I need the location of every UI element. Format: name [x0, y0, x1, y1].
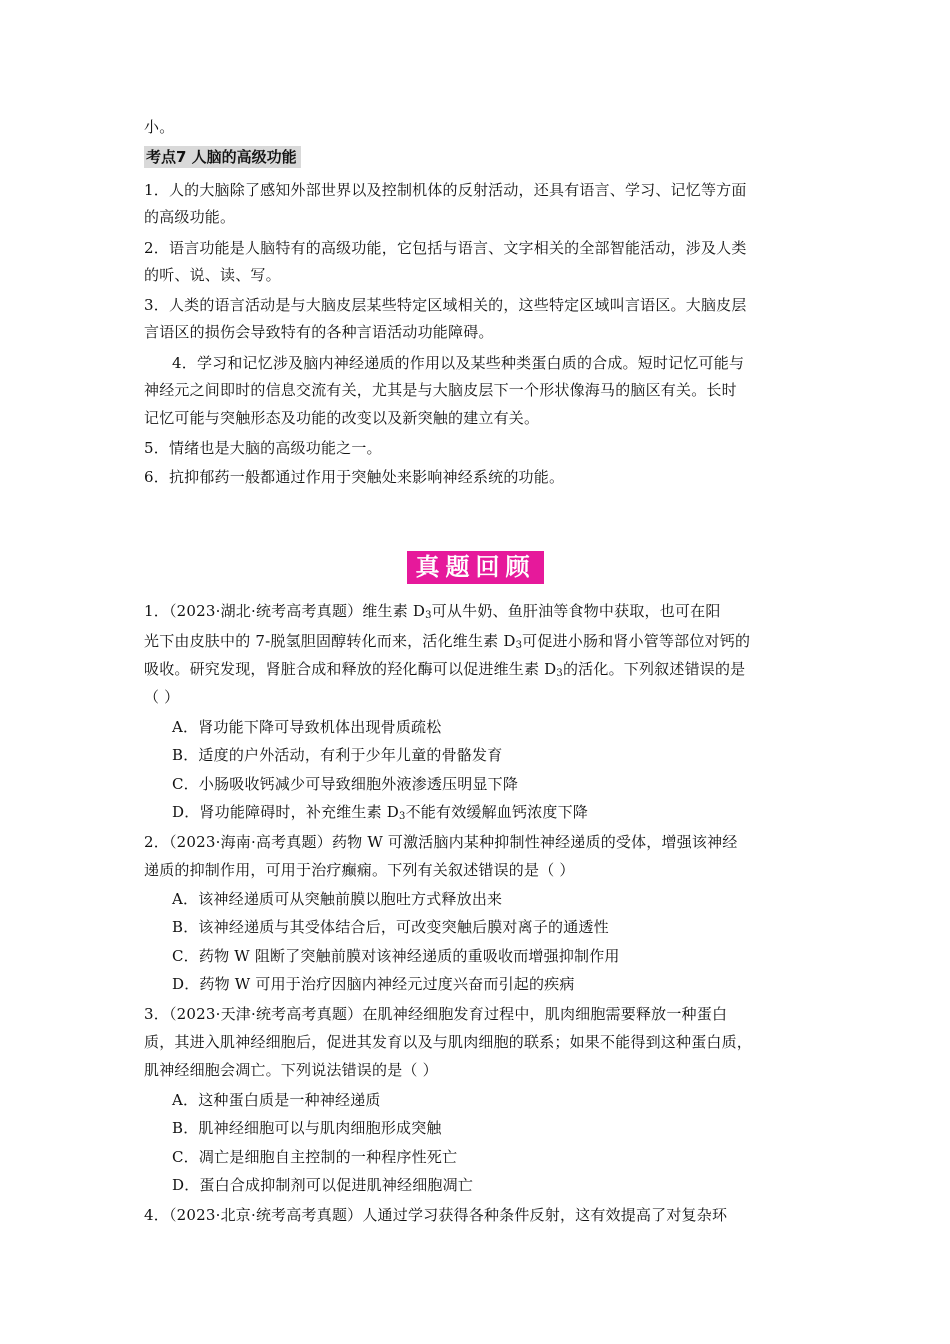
q1-line-1-sub: 3: [425, 610, 432, 621]
q2-option-c: C．药物 W 阻断了突触前膜对该神经递质的重吸收而增强抑制作用: [172, 947, 620, 965]
q2-option-b: B．该神经递质与其受体结合后，可改变突触后膜对离子的通透性: [172, 918, 609, 936]
q1-option-c: C．小肠吸收钙减少可导致细胞外液渗透压明显下降: [172, 775, 519, 793]
q2-option-d: D．药物 W 可用于治疗因脑内神经元过度兴奋而引起的疾病: [172, 975, 575, 993]
q3-line-3: 肌神经细胞会凋亡。下列说法错误的是（ ）: [144, 1061, 438, 1079]
q3-line-1: 3．（2023·天津·统考高考真题）在肌神经细胞发育过程中，肌肉细胞需要释放一种蛋白: [144, 1005, 728, 1023]
previous-text-tail: 小。: [144, 118, 175, 136]
q1-option-b: B．适度的户外活动，有利于少年儿童的骨骼发育: [172, 746, 503, 764]
point-1-line-1: 1．人的大脑除了感知外部世界以及控制机体的反射活动，还具有语言、学习、记忆等方面: [144, 181, 747, 199]
q2-line-1: 2．（2023·海南·高考真题）药物 W 可激活脑内某种抑制性神经递质的受体，增强该神经: [144, 833, 738, 851]
review-banner: 真题回顾: [407, 551, 544, 584]
q1-line-1-b: 可从牛奶、鱼肝油等食物中获取，也可在阳: [431, 602, 721, 620]
q3-line-2: 质，其进入肌神经细胞后，促进其发育以及与肌肉细胞的联系；如果不能得到这种蛋白质，: [144, 1033, 753, 1051]
q1-line-3-a: 吸收。研究发现，肾脏合成和释放的羟化酶可以促进维生素 D: [144, 660, 557, 678]
q2-option-a: A．该神经递质可从突触前膜以胞吐方式释放出来: [172, 890, 503, 908]
q1-line-3-b: 的活化。下列叙述错误的是: [562, 660, 746, 678]
q1-line-1-a: 1．（2023·湖北·统考高考真题）维生素 D: [144, 602, 426, 620]
q1-line-1: [144, 601, 721, 626]
point-1-line-2: 的高级功能。: [144, 208, 236, 226]
q2-line-2: 递质的抑制作用，可用于治疗癫痫。下列有关叙述错误的是（ ）: [144, 861, 575, 879]
q1-option-d: [172, 802, 588, 827]
q1-line-3: [144, 659, 745, 684]
q1-line-2-sub: 3: [515, 640, 523, 651]
q4-line-1: 4．（2023·北京·统考高考真题）人通过学习获得各种条件反射，这有效提高了对复杂环: [144, 1206, 728, 1224]
q1-line-2-b: 可促进小肠和肾小管等部位对钙的: [522, 632, 751, 650]
section-heading: 考点7 人脑的高级功能: [144, 146, 301, 168]
point-2-line-1: 2．语言功能是人脑特有的高级功能，它包括与语言、文字相关的全部智能活动，涉及人类: [144, 239, 747, 257]
q1-option-d-a: D．肾功能障碍时，补充维生素 D: [172, 803, 400, 821]
point-4-line-1: 4．学习和记忆涉及脑内神经递质的作用以及某些种类蛋白质的合成。短时记忆可能与: [172, 354, 745, 372]
q1-option-d-sub: 3: [399, 811, 406, 822]
point-6-line: 6．抗抑郁药一般都通过作用于突触处来影响神经系统的功能。: [144, 468, 565, 486]
q1-line-2: [144, 631, 750, 656]
point-5-line: 5．情绪也是大脑的高级功能之一。: [144, 439, 382, 457]
q3-option-a: A．这种蛋白质是一种神经递质: [172, 1091, 381, 1109]
q1-answer-blank: （ ）: [144, 688, 180, 706]
point-2-line-2: 的听、说、读、写。: [144, 266, 281, 284]
point-4-line-3: 记忆可能与突触形态及功能的改变以及新突触的建立有关。: [144, 409, 540, 427]
q3-option-b: B．肌神经细胞可以与肌肉细胞形成突触: [172, 1119, 442, 1137]
q3-option-c: C．凋亡是细胞自主控制的一种程序性死亡: [172, 1148, 458, 1166]
point-3-line-1: 3．人类的语言活动是与大脑皮层某些特定区域相关的，这些特定区域叫言语区。大脑皮层: [144, 296, 747, 314]
point-3-line-2: 言语区的损伤会导致特有的各种言语活动功能障碍。: [144, 323, 494, 341]
point-4-line-2: 神经元之间即时的信息交流有关，尤其是与大脑皮层下一个形状像海马的脑区有关。长时: [144, 381, 737, 399]
q3-option-d: D．蛋白合成抑制剂可以促进肌神经细胞凋亡: [172, 1176, 474, 1194]
q1-option-d-b: 不能有效缓解血钙浓度下降: [405, 803, 588, 821]
q1-line-3-sub: 3: [556, 668, 563, 679]
q1-option-a: A．肾功能下降可导致机体出现骨质疏松: [172, 718, 442, 736]
q1-line-2-a: 光下由皮肤中的 7-脱氢胆固醇转化而来，活化维生素 D: [144, 632, 516, 650]
